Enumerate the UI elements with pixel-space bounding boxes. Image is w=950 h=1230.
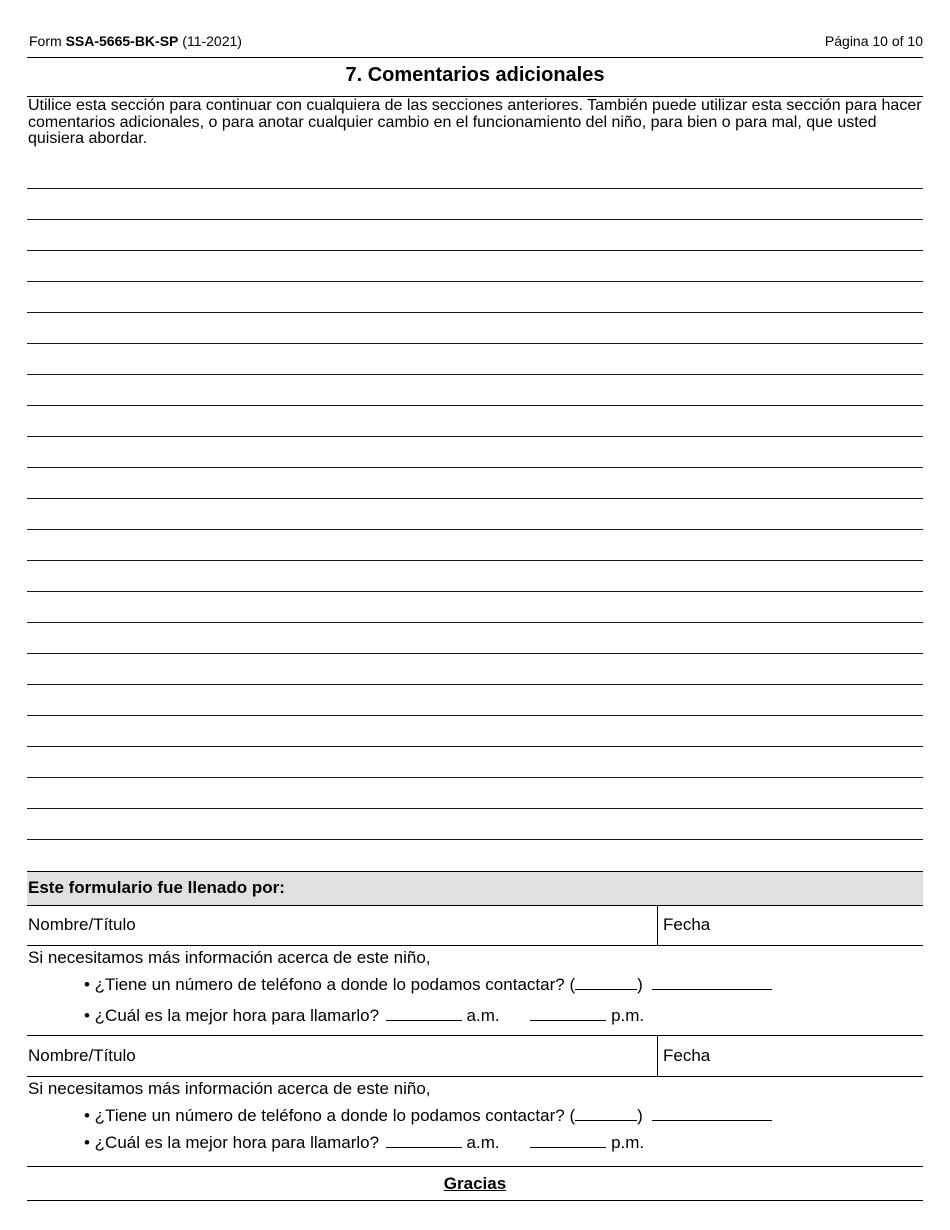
date-label: Fecha bbox=[663, 915, 711, 934]
name-title-label: Nombre/Título bbox=[28, 1046, 136, 1065]
time-question-row bbox=[84, 1133, 644, 1153]
more-info-text: Si necesitamos más información acerca de este niño, bbox=[28, 1079, 431, 1098]
pm-time-field[interactable] bbox=[530, 1006, 606, 1021]
phone-question-row bbox=[84, 1106, 772, 1126]
section-instructions: Utilice esta sección para continuar con cualquiera de las secciones anteriores. También puede utilizar esta sección para hacer comentarios adicionales, o para anotar cualquier cambio en el funcionamiento del niño, para bien o para mal, que usted quisiera abordar. bbox=[28, 97, 922, 147]
form-date: (11-2021) bbox=[182, 33, 242, 49]
comment-line[interactable] bbox=[27, 312, 923, 313]
filled-by-heading: Este formulario fue llenado por: bbox=[28, 878, 285, 897]
page-number: Página 10 of 10 bbox=[824, 33, 923, 49]
name-row-rule bbox=[27, 945, 923, 946]
am-time-field[interactable] bbox=[386, 1006, 462, 1021]
form-number: SSA-5665-BK-SP bbox=[65, 33, 179, 49]
comment-line[interactable] bbox=[27, 467, 923, 468]
comment-line[interactable] bbox=[27, 746, 923, 747]
comment-line[interactable] bbox=[27, 343, 923, 344]
entry-divider bbox=[27, 1035, 923, 1036]
filled-by-top-rule bbox=[27, 871, 923, 872]
form-prefix: Form bbox=[29, 33, 62, 49]
comment-line[interactable] bbox=[27, 715, 923, 716]
comment-line[interactable] bbox=[27, 777, 923, 778]
phone-open-paren: ( bbox=[569, 975, 576, 994]
phone-close-paren: ) bbox=[637, 975, 643, 994]
phone-question: • ¿Tiene un número de teléfono a donde lo podamos contactar? bbox=[84, 975, 565, 994]
field-divider bbox=[657, 905, 658, 945]
am-time-field[interactable] bbox=[386, 1133, 462, 1148]
name-row-rule bbox=[27, 1076, 923, 1077]
comment-line[interactable] bbox=[27, 436, 923, 437]
phone-close-paren: ) bbox=[637, 1106, 643, 1125]
time-question: • ¿Cuál es la mejor hora para llamarlo? bbox=[84, 1133, 380, 1152]
comment-line[interactable] bbox=[27, 219, 923, 220]
time-question-row bbox=[84, 1006, 644, 1026]
field-divider bbox=[657, 1035, 658, 1076]
more-info-text: Si necesitamos más información acerca de este niño, bbox=[28, 948, 431, 967]
comment-line[interactable] bbox=[27, 622, 923, 623]
comment-line[interactable] bbox=[27, 839, 923, 840]
footer-rule bbox=[27, 1200, 923, 1201]
phone-question: • ¿Tiene un número de teléfono a donde lo podamos contactar? bbox=[84, 1106, 565, 1125]
comment-line[interactable] bbox=[27, 653, 923, 654]
am-label: a.m. bbox=[466, 1006, 500, 1025]
comment-line[interactable] bbox=[27, 281, 923, 282]
comment-line[interactable] bbox=[27, 498, 923, 499]
pm-time-field[interactable] bbox=[530, 1133, 606, 1148]
comment-line[interactable] bbox=[27, 684, 923, 685]
section-title: 7. Comentarios adicionales bbox=[345, 64, 605, 86]
entry-divider bbox=[27, 1166, 923, 1167]
page-header bbox=[27, 33, 923, 53]
form-identifier bbox=[29, 33, 242, 49]
phone-question-row bbox=[84, 975, 772, 995]
comment-line[interactable] bbox=[27, 808, 923, 809]
comment-line[interactable] bbox=[27, 374, 923, 375]
phone-number-field[interactable] bbox=[652, 975, 772, 990]
area-code-field[interactable] bbox=[575, 1106, 637, 1121]
am-label: a.m. bbox=[466, 1133, 500, 1152]
comment-line[interactable] bbox=[27, 560, 923, 561]
comment-line[interactable] bbox=[27, 405, 923, 406]
comment-line[interactable] bbox=[27, 250, 923, 251]
time-question: • ¿Cuál es la mejor hora para llamarlo? bbox=[84, 1006, 380, 1025]
filled-by-header bbox=[27, 871, 923, 905]
pm-label: p.m. bbox=[611, 1006, 645, 1025]
filled-by-bottom-rule bbox=[27, 905, 923, 906]
comment-line[interactable] bbox=[27, 188, 923, 189]
phone-number-field[interactable] bbox=[652, 1106, 772, 1121]
comment-line[interactable] bbox=[27, 591, 923, 592]
name-title-label: Nombre/Título bbox=[28, 915, 136, 934]
phone-open-paren: ( bbox=[569, 1106, 576, 1125]
comment-line[interactable] bbox=[27, 529, 923, 530]
header-divider bbox=[27, 57, 923, 58]
date-label: Fecha bbox=[663, 1046, 711, 1065]
area-code-field[interactable] bbox=[575, 975, 637, 990]
pm-label: p.m. bbox=[611, 1133, 645, 1152]
thanks-text: Gracias bbox=[443, 1174, 507, 1193]
